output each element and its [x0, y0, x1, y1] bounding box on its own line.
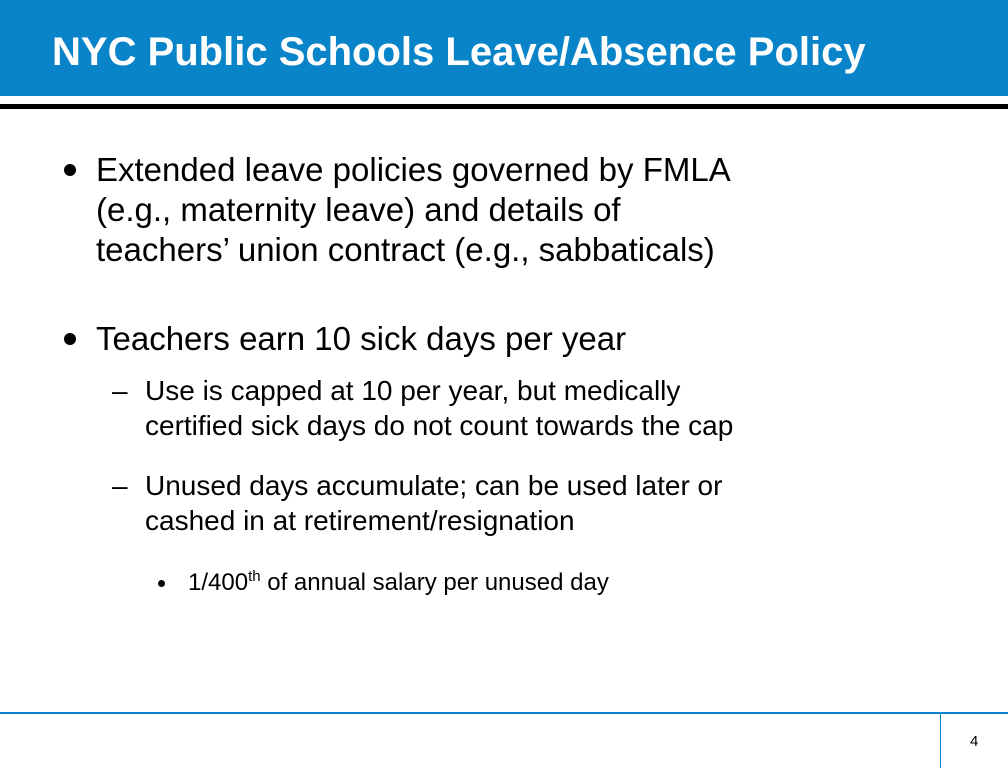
bullet-marker [64, 333, 76, 345]
bullet-extended-leave [96, 150, 956, 270]
bullet-line: Teachers earn 10 sick days per year [96, 320, 627, 357]
sub-sub-bullet-salary-rate [188, 568, 948, 598]
bullet-sick-days [96, 319, 956, 359]
salary-rate-text: of annual salary per unused day [260, 569, 609, 596]
title-bar [0, 0, 1008, 96]
sub-bullet-line: Unused days accumulate; can be used later or [145, 470, 723, 501]
slide-title: NYC Public Schools Leave/Absence Policy [52, 30, 866, 74]
bullet-line: teachers’ union contract (e.g., sabbaticals) [96, 231, 715, 268]
sub-bullet-line: cashed in at retirement/resignation [145, 505, 575, 536]
sub-sub-bullet-marker [158, 580, 165, 587]
bullet-line: (e.g., maternity leave) and details of [96, 191, 621, 228]
sub-bullet-line: Use is capped at 10 per year, but medically [145, 375, 681, 406]
sub-bullet-usage-cap [145, 373, 965, 443]
bullet-line: Extended leave policies governed by FMLA [96, 151, 731, 188]
sub-bullet-unused-days [145, 468, 965, 538]
footer-rule [0, 712, 1008, 714]
sub-bullet-marker: – [112, 375, 128, 406]
footer-divider [940, 714, 941, 768]
title-underline-rule [0, 104, 1008, 109]
sub-bullet-marker: – [112, 470, 128, 501]
ordinal-superscript: th [248, 568, 261, 585]
bullet-marker [64, 164, 76, 176]
sub-bullet-line: certified sick days do not count towards the cap [145, 410, 734, 441]
salary-fraction: 1/400 [188, 569, 249, 596]
page-number: 4 [970, 733, 979, 750]
